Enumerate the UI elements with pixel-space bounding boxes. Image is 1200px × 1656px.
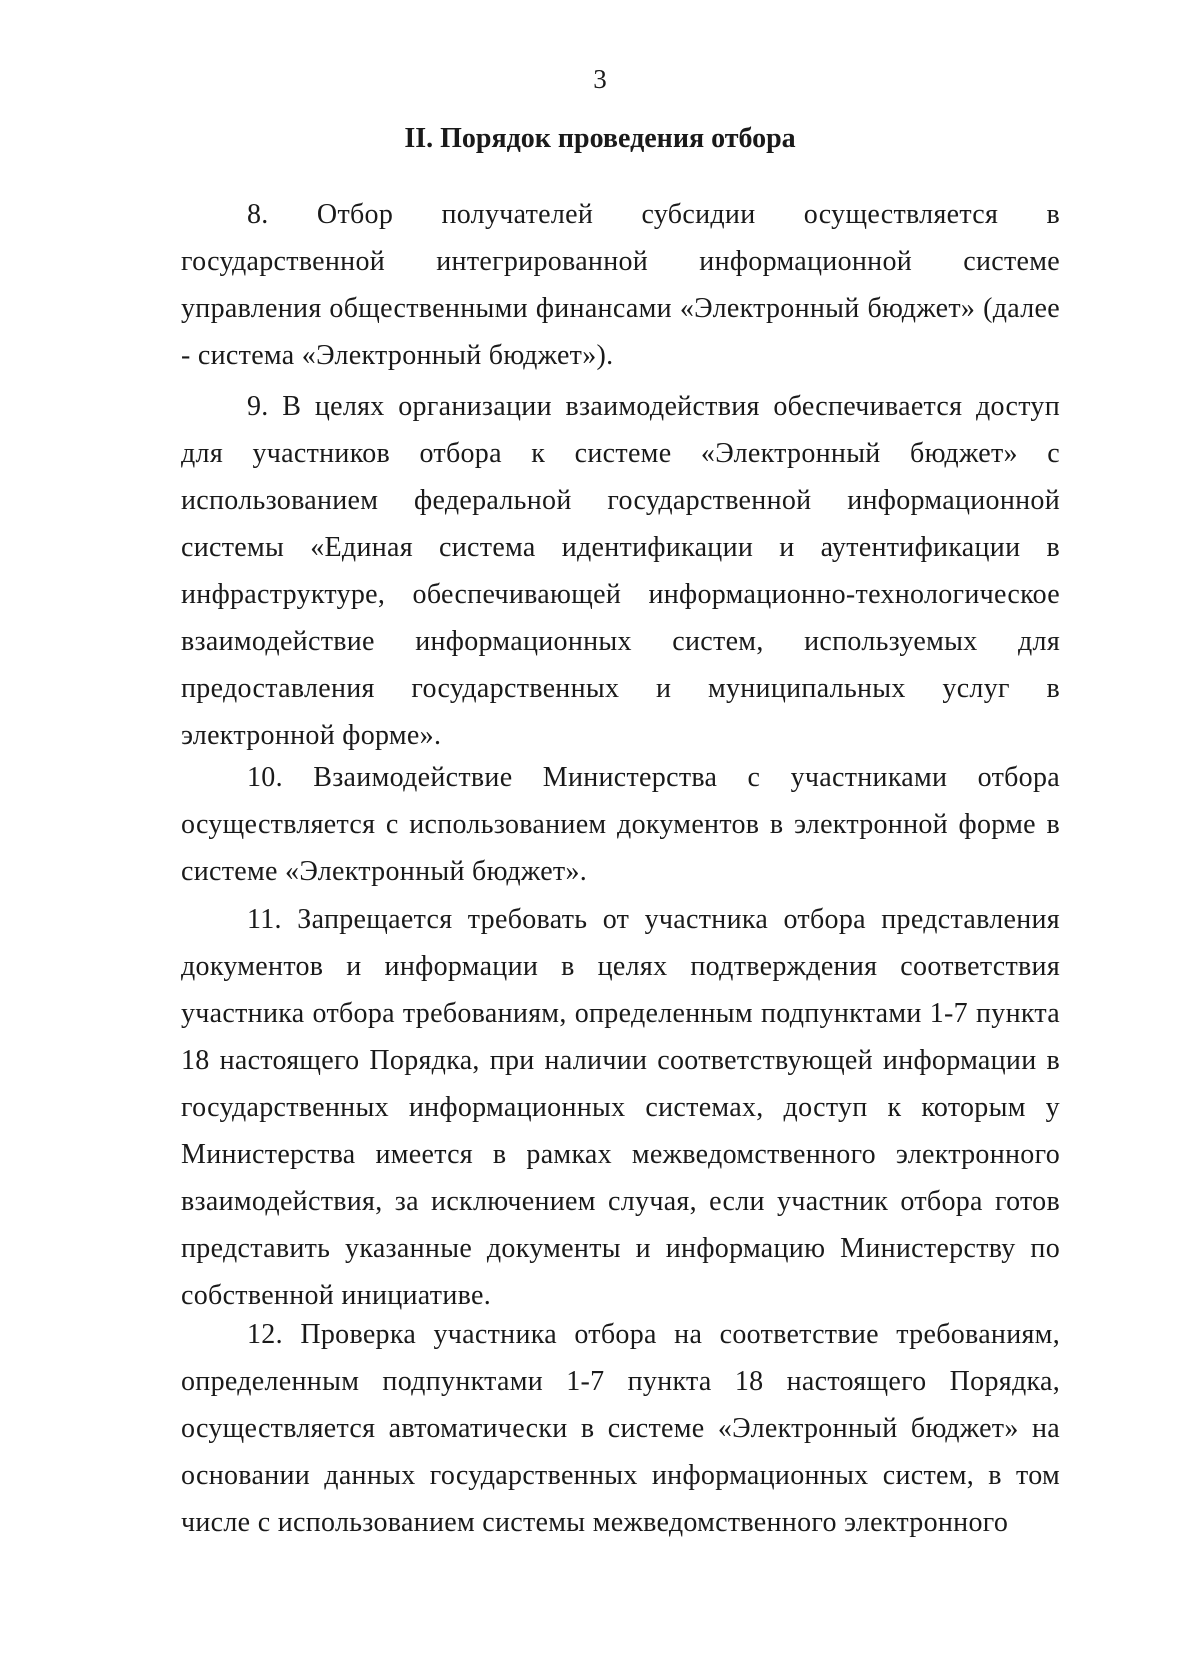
- paragraph-10: 10. Взаимодействие Министерства с участниками отбора осуществляется с использованием документов в электронной форме в системе «Электронный бюджет».: [181, 762, 1060, 887]
- section-title: II. Порядок проведения отбора: [404, 123, 796, 154]
- paragraph-11: 11. Запрещается требовать от участника отбора представления документов и информации в целях подтверждения соответствия участника отбора требованиям, определенным подпунктами 1-7 пункта 18 настоящего Порядка, при наличии соответствующей информации в государственных информационных системах, доступ к которым у Министерства имеется в рамках межведомственного электронного взаимодействия, за исключением случая, если участник отбора готов представить указанные документы и информацию Министерству по собственной инициативе.: [181, 904, 1060, 1311]
- paragraph-9: 9. В целях организации взаимодействия обеспечивается доступ для участников отбора к системе «Электронный бюджет» с использованием федеральной государственной информационной системы «Единая система идентификации и аутентификации в инфраструктуре, обеспечивающей информационно-технологическое взаимодействие информационных систем, используемых для предоставления государственных и муниципальных услуг в электронной форме».: [181, 391, 1060, 751]
- page-number: 3: [593, 64, 607, 94]
- paragraph-12: 12. Проверка участника отбора на соответствие требованиям, определенным подпунктами 1-7 пункта 18 настоящего Порядка, осуществляется автоматически в системе «Электронный бюджет» на основании данных государственных информационных систем, в том числе с использованием системы межведомственного электронного: [181, 1319, 1060, 1538]
- paragraph-8: 8. Отбор получателей субсидии осуществляется в государственной интегрированной информационной системе управления общественными финансами «Электронный бюджет» (далее - система «Электронный бюджет»).: [181, 199, 1060, 371]
